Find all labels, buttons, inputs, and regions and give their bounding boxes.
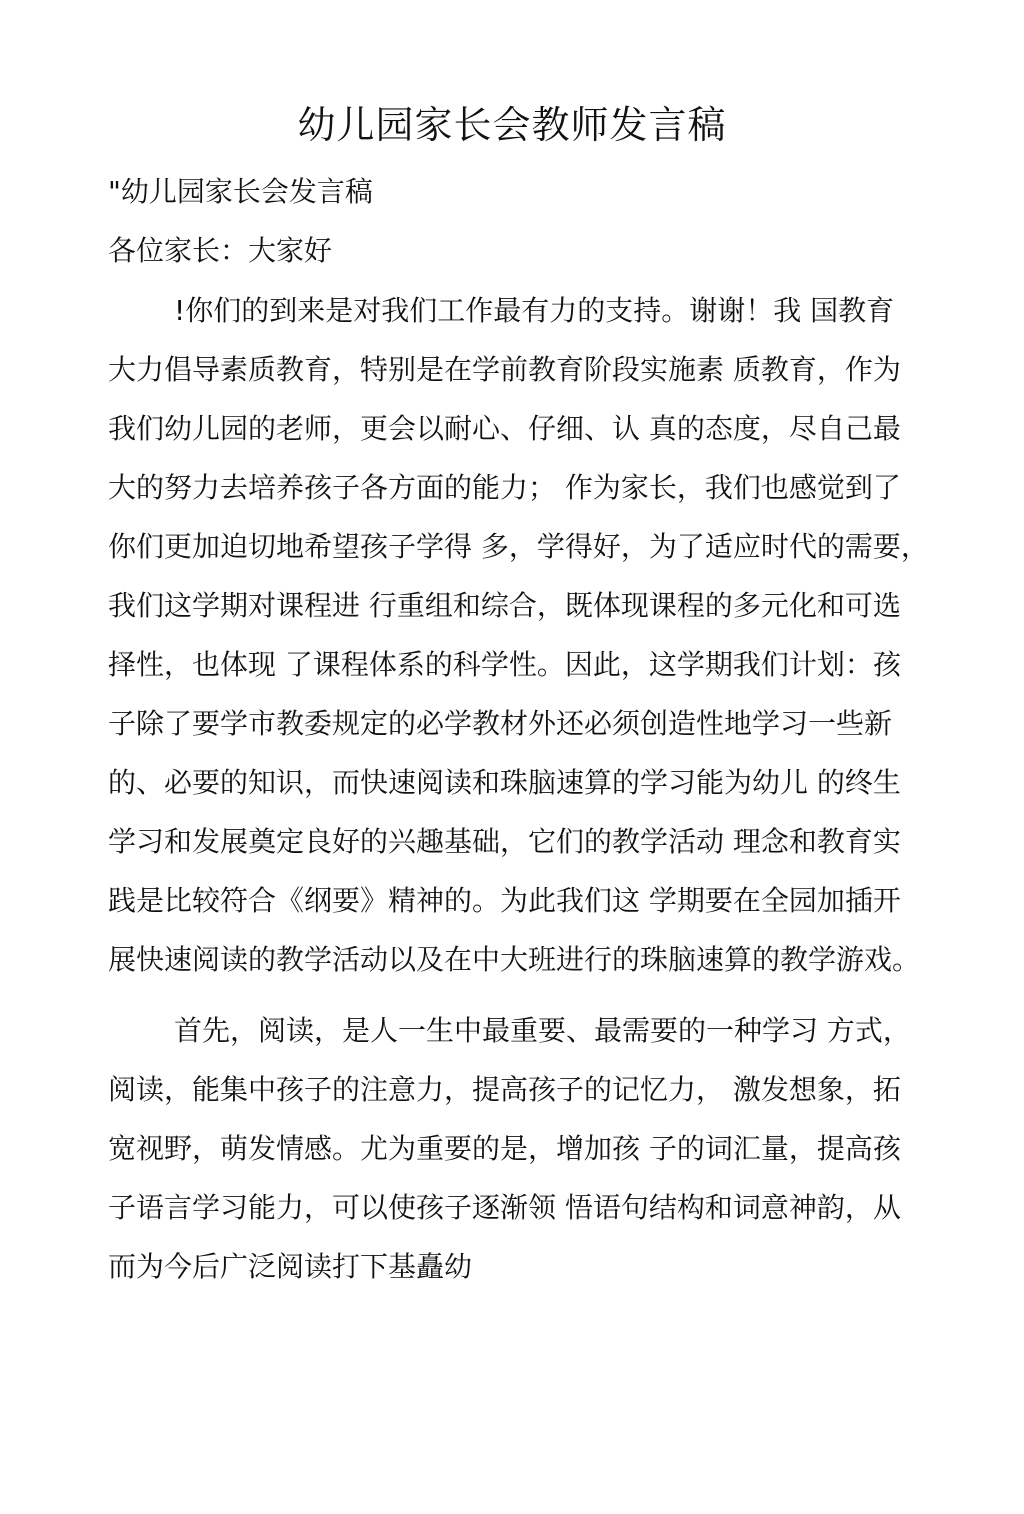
- document-title: 幼儿园家长会教师发言稿: [297, 103, 727, 147]
- paragraph-line: 我们幼儿园的老师，更会以耐心、仔细、认 真的态度，尽自己最: [108, 412, 901, 445]
- paragraph-line: 宽视野，萌发情感。尤为重要的是，增加孩 子的词汇量，提高孩: [108, 1132, 901, 1165]
- paragraph-line: 大力倡导素质教育，特别是在学前教育阶段实施素 质教育，作为: [108, 353, 901, 386]
- paragraph-line: 而为今后广泛阅读打下基矗幼: [108, 1250, 473, 1283]
- document-subtitle: "幼儿园家长会发言稿: [108, 175, 373, 208]
- greeting-line: 各位家长：大家好: [108, 234, 333, 267]
- paragraph-line: 子语言学习能力，可以使孩子逐渐领 悟语句结构和词意神韵，从: [108, 1191, 901, 1224]
- paragraph-line: 阅读，能集中孩子的注意力，提高孩子的记忆力， 激发想象，拓: [108, 1073, 901, 1106]
- paragraph-line: 子除了要学市教委规定的必学教材外还必须创造性地学习一些新: [108, 707, 893, 740]
- paragraph-line: 择性，也体现 了课程体系的科学性。因此，这学期我们计划：孩: [108, 648, 901, 681]
- paragraph-line: 我们这学期对课程进 行重组和综合，既体现课程的多元化和可选: [108, 589, 901, 622]
- paragraph-line: 大的努力去培养孩子各方面的能力； 作为家长，我们也感觉到了: [108, 471, 901, 504]
- paragraph-line: !你们的到来是对我们工作最有力的支持。谢谢！我 国教育: [174, 294, 895, 327]
- paragraph-line: 的、必要的知识，而快速阅读和珠脑速算的学习能为幼儿 的终生: [108, 766, 901, 799]
- paragraph-line: 展快速阅读的教学活动以及在中大班进行的珠脑速算的教学游戏。: [108, 943, 921, 976]
- paragraph-line: 首先，阅读，是人一生中最重要、最需要的一种学习 方式，: [174, 1014, 911, 1047]
- body-paragraph-2: [108, 1011, 938, 1306]
- paragraph-line: 学习和发展奠定良好的兴趣基础，它们的教学活动 理念和教育实: [108, 825, 901, 858]
- body-paragraph-1: [108, 291, 938, 999]
- paragraph-line: 你们更加迫切地希望孩子学得 多，学得好，为了适应时代的需要，: [108, 530, 929, 563]
- paragraph-line: 践是比较符合《纲要》精神的。为此我们这 学期要在全园加插开: [108, 884, 901, 917]
